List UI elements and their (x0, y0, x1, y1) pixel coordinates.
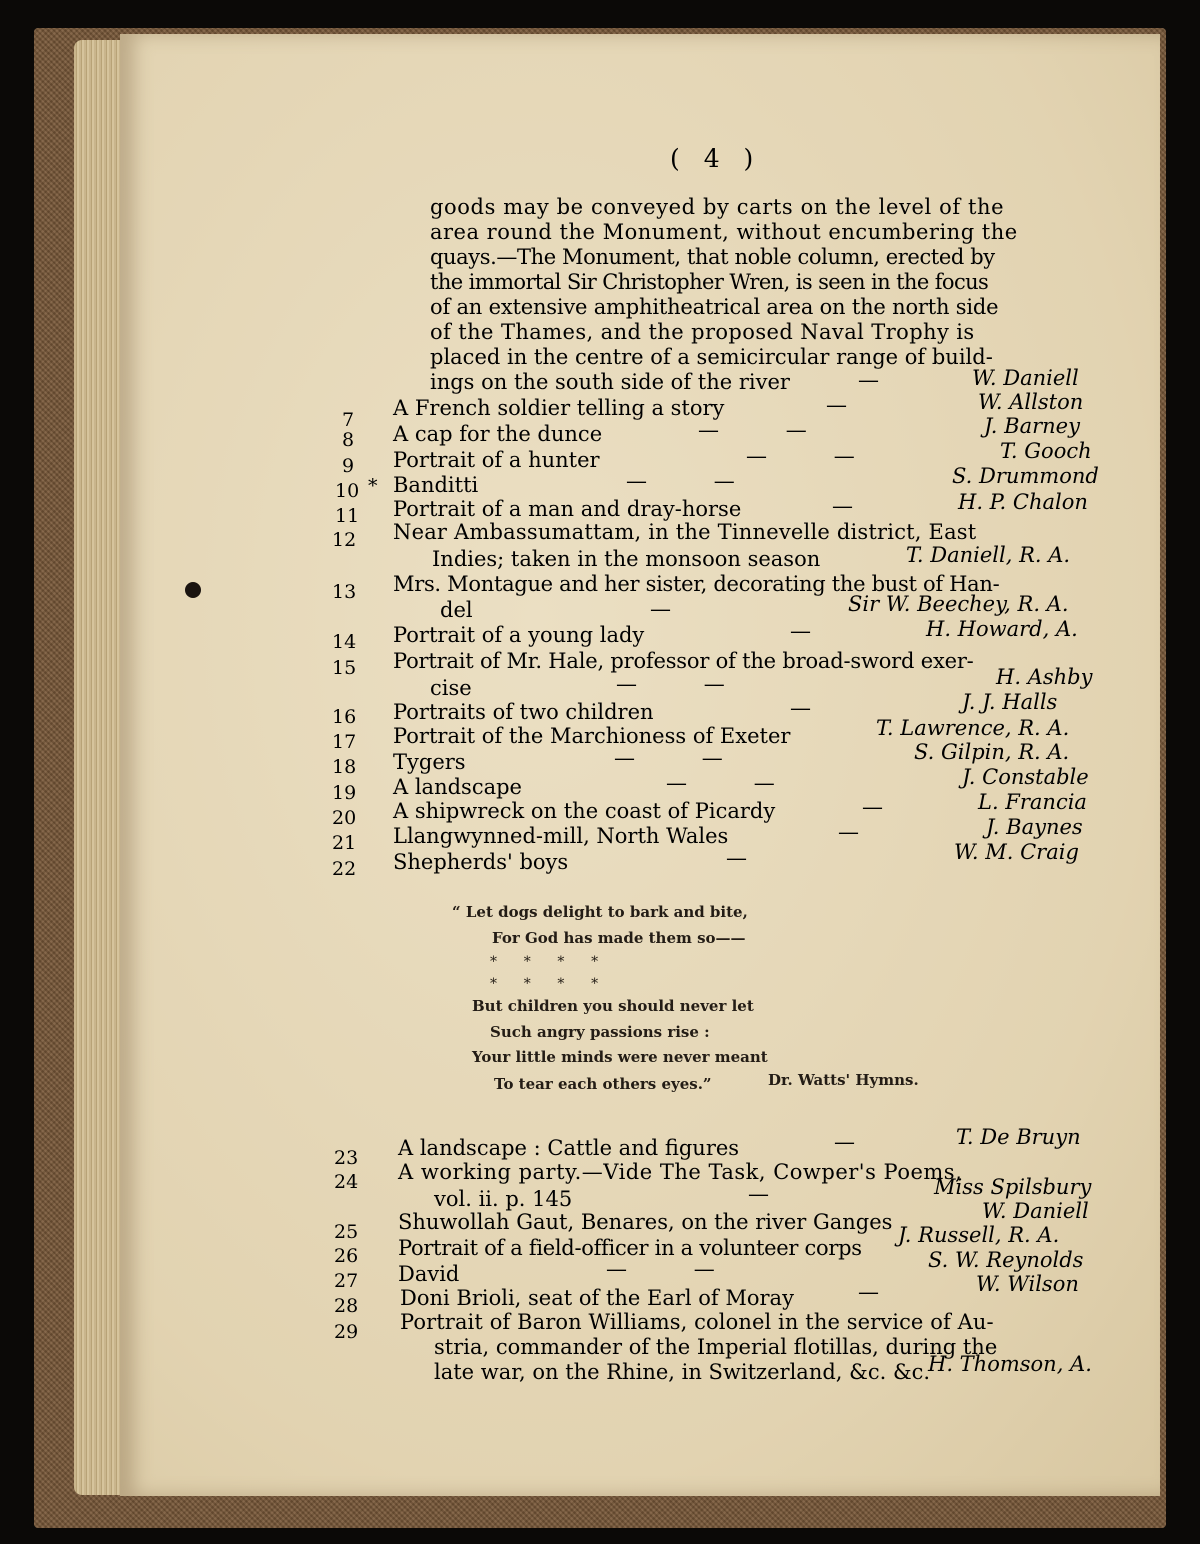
dash-leader: — (862, 795, 883, 819)
artist-name: S. Drummond (952, 464, 1099, 488)
entry-title: Shuwollah Gaut, Benares, on the river Ganges (398, 1210, 893, 1234)
artist-name: T. Gooch (1000, 439, 1092, 463)
entry-title: Banditti (393, 473, 479, 497)
entry-title: A working party.—Vide The Task, Cowper's Poems, (398, 1160, 963, 1184)
entry-number: 24 (334, 1171, 359, 1193)
entry-number: 12 (332, 529, 357, 551)
entry-title: Portrait of a hunter (393, 448, 600, 472)
dash-leader: — (832, 494, 853, 518)
paragraph-line: area round the Monument, without encumbering the (430, 220, 1018, 244)
entry-title: Shepherds' boys (393, 850, 569, 874)
poem-asterisks: * * * * (490, 976, 599, 992)
artist-name: W. Wilson (976, 1272, 1079, 1296)
star-mark: * (368, 475, 378, 497)
entry-number: 13 (332, 581, 357, 603)
entry-title: A cap for the dunce (393, 422, 603, 446)
artist-name: H. Thomson, A. (928, 1352, 1092, 1376)
poem-line: For God has made them so—— (492, 929, 746, 947)
entry-number: 8 (342, 429, 355, 451)
dash-leader: — — (614, 746, 723, 770)
artist-name: T. De Bruyn (956, 1125, 1081, 1149)
entry-number: 28 (334, 1295, 359, 1317)
artist-name: W. Daniell (982, 1199, 1089, 1223)
entry-title: Portrait of a young lady (393, 623, 645, 647)
entry-number: 9 (342, 455, 355, 477)
poem-line: Such angry passions rise : (490, 1023, 710, 1041)
dash-leader: — (834, 1130, 855, 1154)
dash-leader: — (858, 1280, 879, 1304)
entry-number: 27 (334, 1270, 359, 1292)
dash-leader: — — (606, 1257, 715, 1281)
poem-asterisks: * * * * (490, 954, 599, 970)
paragraph-line: of an extensive amphitheatrical area on the north side (430, 295, 999, 319)
artist-name: W. Daniell (972, 366, 1079, 390)
entry-title: Portraits of two children (393, 700, 654, 724)
entry-title: A landscape (393, 775, 522, 799)
artist-name: T. Lawrence, R. A. (876, 716, 1070, 740)
entry-number: 25 (334, 1221, 359, 1243)
entry-number: 29 (334, 1321, 359, 1343)
poem-line: To tear each others eyes.” (494, 1075, 712, 1093)
entry-title: Mrs. Montague and her sister, decorating the bust of Han- (393, 572, 1000, 596)
entry-number: 22 (332, 858, 357, 880)
entry-title: Near Ambassumattam, in the Tinnevelle district, East (393, 520, 977, 544)
dash-leader: — (838, 820, 859, 844)
dash-leader: — (790, 619, 811, 643)
entry-number: 26 (334, 1245, 359, 1267)
artist-name: Miss Spilsbury (934, 1175, 1092, 1199)
dash-leader: — — (626, 469, 735, 493)
artist-name: H. Howard, A. (926, 617, 1078, 641)
entry-number: 19 (332, 782, 357, 804)
entry-title: Portrait of the Marchioness of Exeter (393, 724, 791, 748)
paragraph-line: ings on the south side of the river (430, 370, 790, 394)
entry-number: 20 (332, 807, 357, 829)
dash-leader: — — (666, 771, 775, 795)
binding-hole (185, 582, 201, 598)
entry-number: 18 (332, 756, 357, 778)
entry-title: A French soldier telling a story (393, 396, 725, 420)
artist-name: Sir W. Beechey, R. A. (848, 592, 1069, 616)
entry-title: vol. ii. p. 145 (434, 1187, 573, 1211)
dash-leader: — (748, 1182, 769, 1206)
entry-title: stria, commander of the Imperial flotillas, during the (434, 1335, 998, 1359)
page-number: ( 4 ) (670, 144, 762, 173)
artist-name: W. M. Craig (954, 840, 1079, 864)
artist-name: J. Russell, R. A. (898, 1223, 1060, 1247)
artist-name: H. P. Chalon (958, 490, 1088, 514)
artist-name: S. Gilpin, R. A. (914, 740, 1070, 764)
entry-number: 23 (334, 1147, 359, 1169)
artist-name: J. J. Halls (962, 690, 1058, 714)
entry-title: del (440, 598, 473, 622)
entry-title: Indies; taken in the monsoon season (432, 547, 821, 571)
poem-line: “ Let dogs delight to bark and bite, (452, 903, 748, 921)
dash-leader: — (790, 696, 811, 720)
entry-number: 15 (332, 657, 357, 679)
entry-title: A landscape : Cattle and figures (398, 1136, 740, 1160)
artist-name: S. W. Reynolds (928, 1248, 1084, 1272)
poem-attribution: Dr. Watts' Hymns. (768, 1071, 919, 1089)
entry-number: 14 (332, 631, 357, 653)
entry-title: cise (430, 676, 472, 700)
paragraph-line: of the Thames, and the proposed Naval Trophy is (430, 320, 975, 344)
paragraph-line: placed in the centre of a semicircular range of build- (430, 345, 993, 369)
poem-line: Your little minds were never meant (472, 1048, 768, 1066)
dash-leader: — — (616, 672, 725, 696)
artist-name: L. Francia (978, 790, 1087, 814)
dash-leader: — — (746, 444, 855, 468)
entry-title: Llangwynned-mill, North Wales (393, 824, 729, 848)
entry-title: Doni Brioli, seat of the Earl of Moray (400, 1286, 794, 1310)
entry-number: 11 (335, 505, 360, 527)
dash-leader: — (858, 368, 879, 392)
entry-title: Portrait of a man and dray-horse (393, 497, 742, 521)
dash-leader: — — (698, 418, 807, 442)
artist-name: W. Allston (978, 390, 1084, 414)
paragraph-line: goods may be conveyed by carts on the level of the (430, 195, 1005, 219)
dash-leader: — (826, 393, 847, 417)
entry-number: 21 (332, 832, 357, 854)
artist-name: T. Daniell, R. A. (906, 543, 1071, 567)
dash-leader: — (726, 846, 747, 870)
entry-title: A shipwreck on the coast of Picardy (393, 799, 776, 823)
entry-number: 7 (342, 409, 355, 431)
artist-name: J. Baynes (986, 815, 1083, 839)
poem-line: But children you should never let (472, 997, 754, 1015)
artist-name: J. Barney (984, 414, 1080, 438)
entry-title: Portrait of a field-officer in a volunteer corps (398, 1236, 862, 1260)
entry-number: 10 (335, 480, 360, 502)
entry-title: late war, on the Rhine, in Switzerland, &c. &c. (434, 1360, 931, 1384)
paragraph-line: quays.—The Monument, that noble column, erected by (430, 245, 995, 269)
entry-title: David (398, 1262, 460, 1286)
entry-number: 16 (332, 706, 357, 728)
artist-name: H. Ashby (996, 665, 1093, 689)
dash-leader: — (650, 597, 671, 621)
entry-title: Portrait of Baron Williams, colonel in the service of Au- (400, 1310, 994, 1334)
entry-number: 17 (332, 731, 357, 753)
entry-title: Tygers (393, 750, 466, 774)
paragraph-line: the immortal Sir Christopher Wren, is seen in the focus (430, 270, 989, 294)
entry-title: Portrait of Mr. Hale, professor of the broad-sword exer- (393, 649, 974, 673)
artist-name: J. Constable (962, 765, 1089, 789)
